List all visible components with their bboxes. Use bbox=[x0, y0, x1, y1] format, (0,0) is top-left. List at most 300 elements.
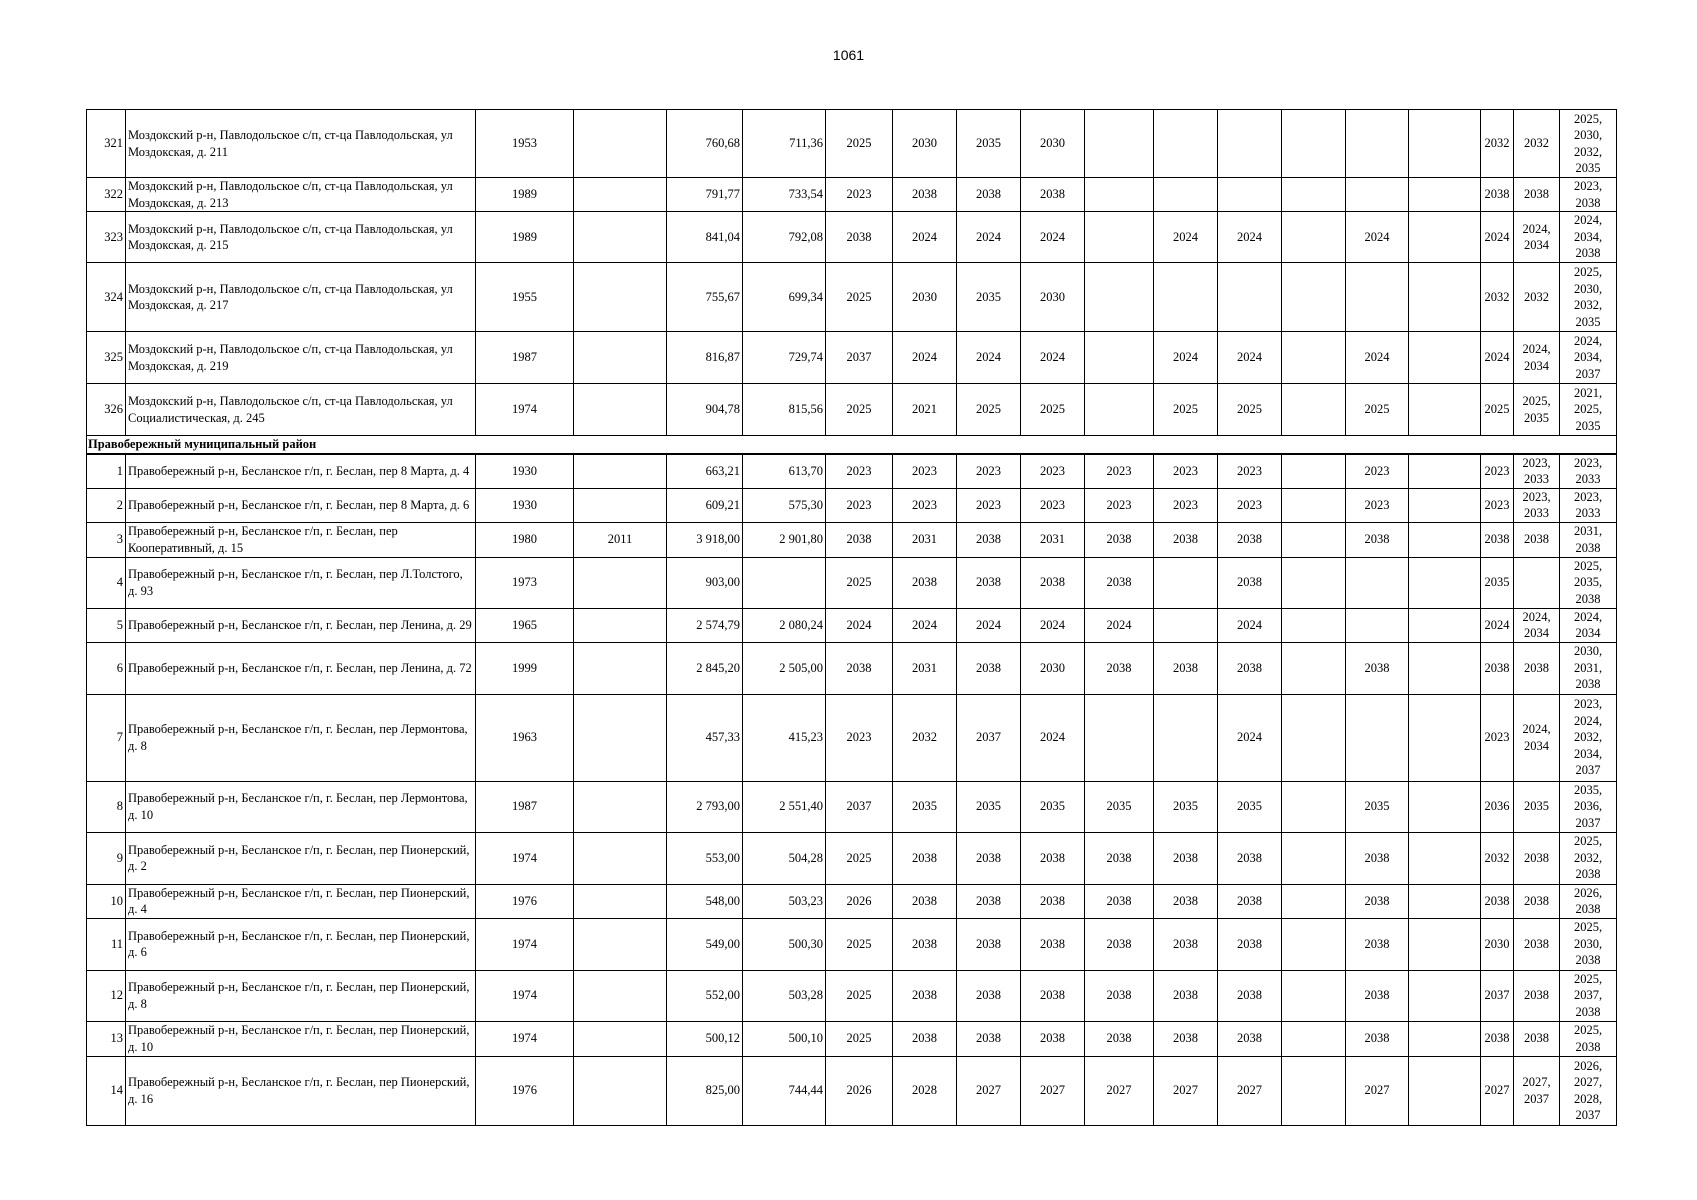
year-col-4-cell: 2023 bbox=[1021, 454, 1085, 489]
year-col-7-cell bbox=[1218, 110, 1282, 178]
housing-register-table bbox=[86, 109, 1617, 1126]
row-number-cell: 14 bbox=[87, 1056, 126, 1125]
year-col-4-cell: 2038 bbox=[1021, 884, 1085, 918]
year-col-7-cell: 2035 bbox=[1218, 781, 1282, 832]
year-col-1-cell: 2025 bbox=[826, 557, 893, 608]
year-col-6-cell: 2038 bbox=[1154, 918, 1218, 970]
build-year-cell: 1963 bbox=[476, 694, 574, 781]
year-col-12-cell: 2035 bbox=[1514, 781, 1560, 832]
year-col-7-cell: 2038 bbox=[1218, 1021, 1282, 1056]
year-col-2-cell: 2038 bbox=[893, 970, 957, 1021]
year-col-4-cell: 2030 bbox=[1021, 110, 1085, 178]
reconstruction-year-cell bbox=[574, 332, 667, 384]
year-col-1-cell: 2025 bbox=[826, 970, 893, 1021]
year-summary-cell: 2025, 2038 bbox=[1560, 1021, 1617, 1056]
year-col-8-cell bbox=[1282, 263, 1346, 332]
row-number-cell: 3 bbox=[87, 522, 126, 557]
reconstruction-year-cell bbox=[574, 178, 667, 212]
year-col-9-cell: 2038 bbox=[1346, 1021, 1409, 1056]
year-col-9-cell: 2035 bbox=[1346, 781, 1409, 832]
year-col-8-cell bbox=[1282, 918, 1346, 970]
year-col-11-cell: 2032 bbox=[1481, 832, 1514, 884]
year-col-4-cell: 2038 bbox=[1021, 557, 1085, 608]
reconstruction-year-cell bbox=[574, 642, 667, 694]
year-col-9-cell bbox=[1346, 110, 1409, 178]
address-cell: Правобережный р-н, Бесланское г/п, г. Беслан, пер Ленина, д. 29 bbox=[126, 608, 476, 642]
row-number-cell: 2 bbox=[87, 488, 126, 522]
table-row bbox=[87, 832, 1617, 884]
reconstruction-year-cell bbox=[574, 1056, 667, 1125]
build-year-cell: 1974 bbox=[476, 918, 574, 970]
year-col-8-cell bbox=[1282, 832, 1346, 884]
table-row bbox=[87, 384, 1617, 436]
year-col-11-cell: 2024 bbox=[1481, 212, 1514, 263]
year-col-11-cell: 2038 bbox=[1481, 522, 1514, 557]
year-col-4-cell: 2038 bbox=[1021, 178, 1085, 212]
table-row bbox=[87, 918, 1617, 970]
year-col-11-cell: 2038 bbox=[1481, 884, 1514, 918]
row-number-cell: 10 bbox=[87, 884, 126, 918]
year-col-1-cell: 2038 bbox=[826, 522, 893, 557]
year-summary-cell: 2021, 2025, 2035 bbox=[1560, 384, 1617, 436]
year-col-2-cell: 2023 bbox=[893, 488, 957, 522]
year-col-2-cell: 2038 bbox=[893, 1021, 957, 1056]
year-col-10-cell bbox=[1409, 332, 1481, 384]
year-col-3-cell: 2024 bbox=[957, 212, 1021, 263]
year-col-11-cell: 2038 bbox=[1481, 1021, 1514, 1056]
year-col-7-cell bbox=[1218, 263, 1282, 332]
year-col-8-cell bbox=[1282, 212, 1346, 263]
table-row bbox=[87, 488, 1617, 522]
year-col-5-cell bbox=[1085, 212, 1154, 263]
year-col-1-cell: 2037 bbox=[826, 332, 893, 384]
reconstruction-year-cell bbox=[574, 384, 667, 436]
build-year-cell: 1976 bbox=[476, 884, 574, 918]
year-col-6-cell bbox=[1154, 263, 1218, 332]
year-col-12-cell: 2038 bbox=[1514, 1021, 1560, 1056]
year-col-10-cell bbox=[1409, 1056, 1481, 1125]
year-col-2-cell: 2038 bbox=[893, 884, 957, 918]
address-cell: Правобережный р-н, Бесланское г/п, г. Беслан, пер Кооперативный, д. 15 bbox=[126, 522, 476, 557]
year-col-12-cell: 2038 bbox=[1514, 918, 1560, 970]
year-col-8-cell bbox=[1282, 884, 1346, 918]
total-area-cell: 841,04 bbox=[667, 212, 743, 263]
year-col-12-cell: 2038 bbox=[1514, 970, 1560, 1021]
total-area-cell: 825,00 bbox=[667, 1056, 743, 1125]
table-body bbox=[87, 110, 1617, 1126]
year-summary-cell: 2025, 2030, 2032, 2035 bbox=[1560, 110, 1617, 178]
year-col-5-cell: 2023 bbox=[1085, 454, 1154, 489]
year-col-12-cell: 2023, 2033 bbox=[1514, 488, 1560, 522]
build-year-cell: 1999 bbox=[476, 642, 574, 694]
table-row bbox=[87, 1021, 1617, 1056]
build-year-cell: 1987 bbox=[476, 781, 574, 832]
total-area-cell: 2 793,00 bbox=[667, 781, 743, 832]
year-col-3-cell: 2038 bbox=[957, 884, 1021, 918]
section-header-row bbox=[87, 436, 1617, 454]
year-col-9-cell: 2024 bbox=[1346, 212, 1409, 263]
year-col-9-cell: 2023 bbox=[1346, 454, 1409, 489]
address-cell: Правобережный р-н, Бесланское г/п, г. Беслан, пер Пионерский, д. 8 bbox=[126, 970, 476, 1021]
table-row bbox=[87, 884, 1617, 918]
table-row bbox=[87, 212, 1617, 263]
year-col-4-cell: 2027 bbox=[1021, 1056, 1085, 1125]
year-col-5-cell: 2038 bbox=[1085, 884, 1154, 918]
table-row bbox=[87, 110, 1617, 178]
reconstruction-year-cell bbox=[574, 212, 667, 263]
year-col-11-cell: 2030 bbox=[1481, 918, 1514, 970]
year-col-3-cell: 2038 bbox=[957, 557, 1021, 608]
year-col-5-cell: 2038 bbox=[1085, 832, 1154, 884]
year-col-2-cell: 2038 bbox=[893, 178, 957, 212]
build-year-cell: 1973 bbox=[476, 557, 574, 608]
year-col-10-cell bbox=[1409, 694, 1481, 781]
year-col-7-cell: 2038 bbox=[1218, 557, 1282, 608]
year-col-4-cell: 2035 bbox=[1021, 781, 1085, 832]
year-col-6-cell: 2024 bbox=[1154, 212, 1218, 263]
row-number-cell: 11 bbox=[87, 918, 126, 970]
reconstruction-year-cell bbox=[574, 781, 667, 832]
row-number-cell: 5 bbox=[87, 608, 126, 642]
address-cell: Моздокский р-н, Павлодольское с/п, ст-ца Павлодольская, ул Моздокская, д. 215 bbox=[126, 212, 476, 263]
address-cell: Моздокский р-н, Павлодольское с/п, ст-ца Павлодольская, ул Моздокская, д. 211 bbox=[126, 110, 476, 178]
year-col-11-cell: 2023 bbox=[1481, 454, 1514, 489]
living-area-cell: 792,08 bbox=[743, 212, 826, 263]
year-col-7-cell: 2038 bbox=[1218, 884, 1282, 918]
row-number-cell: 8 bbox=[87, 781, 126, 832]
year-col-12-cell: 2027, 2037 bbox=[1514, 1056, 1560, 1125]
year-col-4-cell: 2031 bbox=[1021, 522, 1085, 557]
row-number-cell: 326 bbox=[87, 384, 126, 436]
year-col-3-cell: 2035 bbox=[957, 781, 1021, 832]
year-col-3-cell: 2035 bbox=[957, 263, 1021, 332]
address-cell: Правобережный р-н, Бесланское г/п, г. Беслан, пер Лермонтова, д. 10 bbox=[126, 781, 476, 832]
year-summary-cell: 2023, 2033 bbox=[1560, 454, 1617, 489]
total-area-cell: 609,21 bbox=[667, 488, 743, 522]
year-col-10-cell bbox=[1409, 970, 1481, 1021]
living-area-cell: 613,70 bbox=[743, 454, 826, 489]
year-col-2-cell: 2024 bbox=[893, 608, 957, 642]
year-col-2-cell: 2035 bbox=[893, 781, 957, 832]
section-title: Правобережный муниципальный район bbox=[87, 436, 1617, 454]
year-col-9-cell: 2038 bbox=[1346, 884, 1409, 918]
year-col-9-cell bbox=[1346, 178, 1409, 212]
year-col-2-cell: 2038 bbox=[893, 557, 957, 608]
year-col-12-cell: 2023, 2033 bbox=[1514, 454, 1560, 489]
year-col-11-cell: 2032 bbox=[1481, 263, 1514, 332]
year-col-5-cell bbox=[1085, 110, 1154, 178]
year-col-2-cell: 2038 bbox=[893, 832, 957, 884]
living-area-cell: 2 080,24 bbox=[743, 608, 826, 642]
year-col-11-cell: 2035 bbox=[1481, 557, 1514, 608]
living-area-cell: 503,28 bbox=[743, 970, 826, 1021]
year-col-7-cell bbox=[1218, 178, 1282, 212]
year-col-5-cell: 2038 bbox=[1085, 522, 1154, 557]
reconstruction-year-cell bbox=[574, 454, 667, 489]
reconstruction-year-cell bbox=[574, 263, 667, 332]
address-cell: Правобережный р-н, Бесланское г/п, г. Беслан, пер 8 Марта, д. 4 bbox=[126, 454, 476, 489]
year-col-2-cell: 2038 bbox=[893, 918, 957, 970]
row-number-cell: 324 bbox=[87, 263, 126, 332]
year-col-5-cell: 2038 bbox=[1085, 970, 1154, 1021]
reconstruction-year-cell bbox=[574, 557, 667, 608]
year-col-7-cell: 2024 bbox=[1218, 212, 1282, 263]
year-col-6-cell: 2038 bbox=[1154, 642, 1218, 694]
year-col-6-cell bbox=[1154, 557, 1218, 608]
year-col-10-cell bbox=[1409, 884, 1481, 918]
year-col-2-cell: 2031 bbox=[893, 642, 957, 694]
living-area-cell: 2 551,40 bbox=[743, 781, 826, 832]
year-col-5-cell bbox=[1085, 263, 1154, 332]
year-col-4-cell: 2030 bbox=[1021, 263, 1085, 332]
table-row bbox=[87, 970, 1617, 1021]
year-col-1-cell: 2037 bbox=[826, 781, 893, 832]
living-area-cell: 503,23 bbox=[743, 884, 826, 918]
year-col-1-cell: 2025 bbox=[826, 918, 893, 970]
year-col-10-cell bbox=[1409, 642, 1481, 694]
year-col-8-cell bbox=[1282, 1021, 1346, 1056]
year-col-3-cell: 2038 bbox=[957, 970, 1021, 1021]
year-col-9-cell bbox=[1346, 694, 1409, 781]
year-col-1-cell: 2023 bbox=[826, 694, 893, 781]
build-year-cell: 1974 bbox=[476, 384, 574, 436]
build-year-cell: 1974 bbox=[476, 970, 574, 1021]
year-col-2-cell: 2031 bbox=[893, 522, 957, 557]
year-col-11-cell: 2027 bbox=[1481, 1056, 1514, 1125]
row-number-cell: 1 bbox=[87, 454, 126, 489]
year-col-1-cell: 2038 bbox=[826, 642, 893, 694]
year-col-10-cell bbox=[1409, 522, 1481, 557]
year-col-6-cell: 2035 bbox=[1154, 781, 1218, 832]
year-col-11-cell: 2038 bbox=[1481, 178, 1514, 212]
year-col-6-cell bbox=[1154, 178, 1218, 212]
year-col-9-cell bbox=[1346, 557, 1409, 608]
year-col-11-cell: 2032 bbox=[1481, 110, 1514, 178]
year-col-10-cell bbox=[1409, 608, 1481, 642]
year-col-10-cell bbox=[1409, 918, 1481, 970]
table-row bbox=[87, 263, 1617, 332]
year-col-7-cell: 2025 bbox=[1218, 384, 1282, 436]
year-col-1-cell: 2026 bbox=[826, 1056, 893, 1125]
year-col-7-cell: 2023 bbox=[1218, 488, 1282, 522]
year-col-7-cell: 2023 bbox=[1218, 454, 1282, 489]
address-cell: Моздокский р-н, Павлодольское с/п, ст-ца Павлодольская, ул Социалистическая, д. 245 bbox=[126, 384, 476, 436]
reconstruction-year-cell bbox=[574, 110, 667, 178]
year-col-6-cell: 2025 bbox=[1154, 384, 1218, 436]
build-year-cell: 1980 bbox=[476, 522, 574, 557]
year-col-9-cell bbox=[1346, 608, 1409, 642]
total-area-cell: 663,21 bbox=[667, 454, 743, 489]
year-col-8-cell bbox=[1282, 110, 1346, 178]
total-area-cell: 904,78 bbox=[667, 384, 743, 436]
year-col-12-cell: 2038 bbox=[1514, 522, 1560, 557]
total-area-cell: 760,68 bbox=[667, 110, 743, 178]
year-col-4-cell: 2038 bbox=[1021, 918, 1085, 970]
year-col-3-cell: 2023 bbox=[957, 488, 1021, 522]
year-col-1-cell: 2038 bbox=[826, 212, 893, 263]
year-col-10-cell bbox=[1409, 263, 1481, 332]
year-col-6-cell: 2038 bbox=[1154, 884, 1218, 918]
row-number-cell: 6 bbox=[87, 642, 126, 694]
year-col-7-cell: 2038 bbox=[1218, 832, 1282, 884]
address-cell: Правобережный р-н, Бесланское г/п, г. Беслан, пер Пионерский, д. 2 bbox=[126, 832, 476, 884]
year-col-2-cell: 2032 bbox=[893, 694, 957, 781]
year-col-3-cell: 2024 bbox=[957, 332, 1021, 384]
address-cell: Правобережный р-н, Бесланское г/п, г. Беслан, пер 8 Марта, д. 6 bbox=[126, 488, 476, 522]
year-col-2-cell: 2024 bbox=[893, 212, 957, 263]
year-col-7-cell: 2038 bbox=[1218, 918, 1282, 970]
year-col-6-cell bbox=[1154, 608, 1218, 642]
year-col-8-cell bbox=[1282, 557, 1346, 608]
year-col-4-cell: 2038 bbox=[1021, 970, 1085, 1021]
total-area-cell: 816,87 bbox=[667, 332, 743, 384]
year-summary-cell: 2026, 2038 bbox=[1560, 884, 1617, 918]
year-col-9-cell: 2027 bbox=[1346, 1056, 1409, 1125]
year-summary-cell: 2025, 2032, 2038 bbox=[1560, 832, 1617, 884]
year-col-11-cell: 2038 bbox=[1481, 642, 1514, 694]
living-area-cell: 500,10 bbox=[743, 1021, 826, 1056]
reconstruction-year-cell bbox=[574, 694, 667, 781]
year-col-8-cell bbox=[1282, 332, 1346, 384]
year-col-3-cell: 2038 bbox=[957, 832, 1021, 884]
year-col-9-cell: 2038 bbox=[1346, 522, 1409, 557]
year-summary-cell: 2030, 2031, 2038 bbox=[1560, 642, 1617, 694]
year-col-2-cell: 2024 bbox=[893, 332, 957, 384]
total-area-cell: 457,33 bbox=[667, 694, 743, 781]
year-col-7-cell: 2027 bbox=[1218, 1056, 1282, 1125]
total-area-cell: 549,00 bbox=[667, 918, 743, 970]
total-area-cell: 3 918,00 bbox=[667, 522, 743, 557]
year-col-3-cell: 2025 bbox=[957, 384, 1021, 436]
year-col-3-cell: 2038 bbox=[957, 918, 1021, 970]
year-col-11-cell: 2024 bbox=[1481, 608, 1514, 642]
year-col-8-cell bbox=[1282, 781, 1346, 832]
living-area-cell: 415,23 bbox=[743, 694, 826, 781]
year-col-1-cell: 2023 bbox=[826, 454, 893, 489]
total-area-cell: 755,67 bbox=[667, 263, 743, 332]
living-area-cell: 2 505,00 bbox=[743, 642, 826, 694]
reconstruction-year-cell bbox=[574, 832, 667, 884]
year-col-4-cell: 2038 bbox=[1021, 1021, 1085, 1056]
year-col-5-cell: 2027 bbox=[1085, 1056, 1154, 1125]
year-col-5-cell: 2024 bbox=[1085, 608, 1154, 642]
year-col-4-cell: 2024 bbox=[1021, 694, 1085, 781]
year-col-6-cell bbox=[1154, 694, 1218, 781]
year-col-11-cell: 2036 bbox=[1481, 781, 1514, 832]
build-year-cell: 1955 bbox=[476, 263, 574, 332]
build-year-cell: 1989 bbox=[476, 178, 574, 212]
year-col-6-cell bbox=[1154, 110, 1218, 178]
year-col-11-cell: 2023 bbox=[1481, 488, 1514, 522]
total-area-cell: 548,00 bbox=[667, 884, 743, 918]
year-col-8-cell bbox=[1282, 522, 1346, 557]
year-summary-cell: 2025, 2030, 2032, 2035 bbox=[1560, 263, 1617, 332]
year-col-5-cell: 2035 bbox=[1085, 781, 1154, 832]
year-col-8-cell bbox=[1282, 488, 1346, 522]
year-col-3-cell: 2038 bbox=[957, 522, 1021, 557]
living-area-cell: 711,36 bbox=[743, 110, 826, 178]
year-col-10-cell bbox=[1409, 212, 1481, 263]
living-area-cell: 699,34 bbox=[743, 263, 826, 332]
build-year-cell: 1965 bbox=[476, 608, 574, 642]
year-col-4-cell: 2024 bbox=[1021, 332, 1085, 384]
year-col-11-cell: 2023 bbox=[1481, 694, 1514, 781]
address-cell: Правобережный р-н, Бесланское г/п, г. Беслан, пер Л.Толстого, д. 93 bbox=[126, 557, 476, 608]
year-col-10-cell bbox=[1409, 110, 1481, 178]
table-row bbox=[87, 1056, 1617, 1125]
address-cell: Правобережный р-н, Бесланское г/п, г. Беслан, пер Пионерский, д. 16 bbox=[126, 1056, 476, 1125]
living-area-cell: 504,28 bbox=[743, 832, 826, 884]
year-summary-cell: 2023, 2024, 2032, 2034, 2037 bbox=[1560, 694, 1617, 781]
year-col-10-cell bbox=[1409, 832, 1481, 884]
year-col-1-cell: 2025 bbox=[826, 263, 893, 332]
row-number-cell: 325 bbox=[87, 332, 126, 384]
year-col-8-cell bbox=[1282, 1056, 1346, 1125]
row-number-cell: 4 bbox=[87, 557, 126, 608]
year-col-10-cell bbox=[1409, 454, 1481, 489]
year-col-1-cell: 2025 bbox=[826, 110, 893, 178]
year-col-4-cell: 2024 bbox=[1021, 608, 1085, 642]
year-col-10-cell bbox=[1409, 178, 1481, 212]
build-year-cell: 1974 bbox=[476, 832, 574, 884]
year-col-9-cell: 2038 bbox=[1346, 918, 1409, 970]
year-col-12-cell: 2038 bbox=[1514, 832, 1560, 884]
year-col-4-cell: 2024 bbox=[1021, 212, 1085, 263]
address-cell: Моздокский р-н, Павлодольское с/п, ст-ца Павлодольская, ул Моздокская, д. 213 bbox=[126, 178, 476, 212]
build-year-cell: 1930 bbox=[476, 454, 574, 489]
address-cell: Моздокский р-н, Павлодольское с/п, ст-ца Павлодольская, ул Моздокская, д. 217 bbox=[126, 263, 476, 332]
year-col-1-cell: 2023 bbox=[826, 178, 893, 212]
year-col-5-cell bbox=[1085, 332, 1154, 384]
year-col-2-cell: 2030 bbox=[893, 263, 957, 332]
year-col-5-cell bbox=[1085, 384, 1154, 436]
year-col-1-cell: 2026 bbox=[826, 884, 893, 918]
reconstruction-year-cell bbox=[574, 608, 667, 642]
reconstruction-year-cell bbox=[574, 884, 667, 918]
build-year-cell: 1953 bbox=[476, 110, 574, 178]
table-row bbox=[87, 781, 1617, 832]
year-col-1-cell: 2025 bbox=[826, 1021, 893, 1056]
year-summary-cell: 2035, 2036, 2037 bbox=[1560, 781, 1617, 832]
reconstruction-year-cell bbox=[574, 488, 667, 522]
year-col-4-cell: 2030 bbox=[1021, 642, 1085, 694]
address-cell: Моздокский р-н, Павлодольское с/п, ст-ца Павлодольская, ул Моздокская, д. 219 bbox=[126, 332, 476, 384]
year-col-8-cell bbox=[1282, 694, 1346, 781]
year-col-9-cell: 2038 bbox=[1346, 970, 1409, 1021]
year-col-10-cell bbox=[1409, 384, 1481, 436]
year-col-8-cell bbox=[1282, 608, 1346, 642]
table-row bbox=[87, 332, 1617, 384]
year-col-12-cell: 2038 bbox=[1514, 884, 1560, 918]
year-col-8-cell bbox=[1282, 178, 1346, 212]
year-col-4-cell: 2025 bbox=[1021, 384, 1085, 436]
reconstruction-year-cell bbox=[574, 1021, 667, 1056]
total-area-cell: 2 845,20 bbox=[667, 642, 743, 694]
year-col-5-cell: 2023 bbox=[1085, 488, 1154, 522]
year-col-6-cell: 2024 bbox=[1154, 332, 1218, 384]
year-col-12-cell: 2038 bbox=[1514, 642, 1560, 694]
year-col-5-cell: 2038 bbox=[1085, 642, 1154, 694]
year-col-3-cell: 2038 bbox=[957, 178, 1021, 212]
year-col-4-cell: 2023 bbox=[1021, 488, 1085, 522]
year-summary-cell: 2023, 2038 bbox=[1560, 178, 1617, 212]
year-col-4-cell: 2038 bbox=[1021, 832, 1085, 884]
year-col-12-cell: 2024, 2034 bbox=[1514, 212, 1560, 263]
year-summary-cell: 2025, 2035, 2038 bbox=[1560, 557, 1617, 608]
year-col-12-cell: 2024, 2034 bbox=[1514, 694, 1560, 781]
build-year-cell: 1976 bbox=[476, 1056, 574, 1125]
reconstruction-year-cell bbox=[574, 918, 667, 970]
